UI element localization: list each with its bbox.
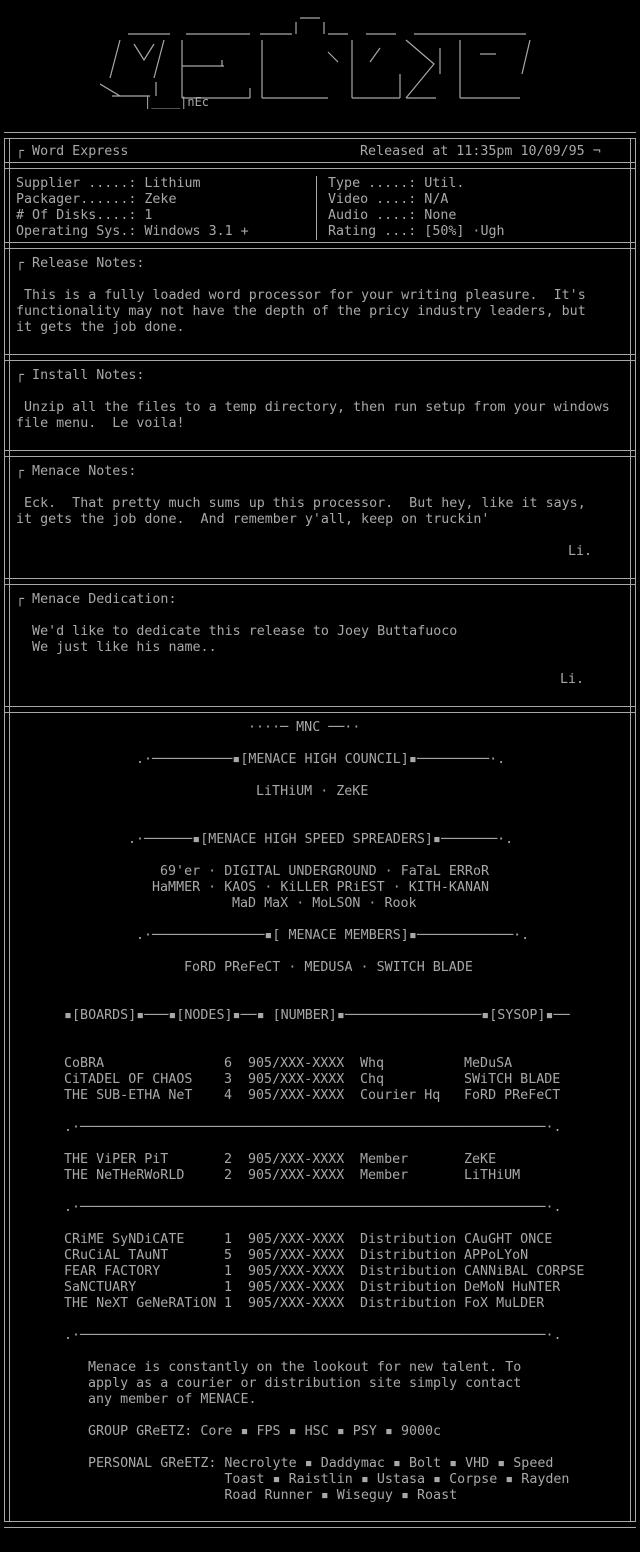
board-number: 905/XXX-XXXX bbox=[248, 1264, 345, 1279]
personal-greetz-line: Toast ▪ Raistlin ▪ Ustasa ▪ Corpse ▪ Rayden bbox=[88, 1472, 570, 1487]
board-sysop: CANNiBAL CORPSE bbox=[464, 1264, 585, 1279]
release-notes-line: functionality may not have the depth of the pricy industry leaders, but bbox=[16, 304, 586, 319]
recruit-line: Menace is constantly on the lookout for new talent. To bbox=[88, 1360, 522, 1375]
board-type: Chq bbox=[360, 1072, 385, 1087]
release-notes-heading: ┌ Release Notes: bbox=[16, 256, 145, 271]
section-divider bbox=[4, 242, 636, 249]
dedication-line: We'd like to dedicate this release to Joey Buttafuoco bbox=[16, 624, 458, 639]
info-supplier: Supplier .....: Lithium bbox=[16, 176, 201, 191]
board-nodes: 1 bbox=[224, 1296, 233, 1311]
boards-header: ▪[BOARDS]▪───▪[NODES]▪──▪ [NUMBER]▪─────────────────▪[SYSOP]▪── bbox=[64, 1008, 570, 1023]
spreaders-line: 69'er · DIGITAL UNDERGROUND · FaTaL ERRoR bbox=[160, 864, 489, 879]
board-nodes: 5 bbox=[224, 1248, 233, 1263]
members-list: FoRD PReFeCT · MEDUSA · SWITCH BLADE bbox=[184, 960, 473, 975]
info-os: Operating Sys.: Windows 3.1 + bbox=[16, 224, 249, 239]
personal-greetz-line: PERSONAL GReETZ: Necrolyte ▪ Daddymac ▪ Bolt ▪ VHD ▪ Speed bbox=[88, 1456, 554, 1471]
board-nodes: 2 bbox=[224, 1152, 233, 1167]
release-notes-line: This is a fully loaded word processor for your writing pleasure. It's bbox=[16, 288, 586, 303]
board-number: 905/XXX-XXXX bbox=[248, 1168, 345, 1183]
board-sysop: FoX MuLDER bbox=[464, 1296, 545, 1311]
board-nodes: 6 bbox=[224, 1056, 233, 1071]
dedication-heading: ┌ Menace Dedication: bbox=[16, 592, 177, 607]
menace-notes-line: Eck. That pretty much sums up this processor. But hey, like it says, bbox=[16, 496, 586, 511]
board-name: THE NeTHeRWoRLD bbox=[64, 1168, 185, 1183]
section-divider bbox=[4, 578, 636, 585]
info-disks: # Of Disks....: 1 bbox=[16, 208, 153, 223]
install-notes-line: Unzip all the files to a temp directory, then run setup from your windows bbox=[16, 400, 610, 415]
board-name: SaNCTUARY bbox=[64, 1280, 137, 1295]
board-sysop: ZeKE bbox=[464, 1152, 497, 1167]
board-name: CRuCiAL TAuNT bbox=[64, 1248, 169, 1263]
board-name: FEAR FACTORY bbox=[64, 1264, 161, 1279]
board-sysop: MeDuSA bbox=[464, 1056, 513, 1071]
menace-notes-line: it gets the job done. And remember y'all, keep on truckin' bbox=[16, 512, 490, 527]
dedication-signature: Li. bbox=[560, 672, 585, 687]
members-header: .·──────────────▪[ MENACE MEMBERS]▪────────────·. bbox=[136, 928, 530, 943]
spreaders-header: .·──────▪[MENACE HIGH SPEED SPREADERS]▪───────·. bbox=[128, 832, 514, 847]
board-number: 905/XXX-XXXX bbox=[248, 1296, 345, 1311]
frame-bottom-rule bbox=[4, 1521, 636, 1528]
board-name: CiTADEL OF CHAOS bbox=[64, 1072, 193, 1087]
section-divider bbox=[4, 354, 636, 361]
board-sysop: CAuGHT ONCE bbox=[464, 1232, 553, 1247]
recruit-line: any member of MENACE. bbox=[88, 1392, 257, 1407]
personal-greetz-line: Road Runner ▪ Wiseguy ▪ Roast bbox=[88, 1488, 458, 1503]
board-number: 905/XXX-XXXX bbox=[248, 1056, 345, 1071]
install-notes-line: file menu. Le voila! bbox=[16, 416, 185, 431]
board-number: 905/XXX-XXXX bbox=[248, 1072, 345, 1087]
board-number: 905/XXX-XXXX bbox=[248, 1232, 345, 1247]
info-packager: Packager......: Zeke bbox=[16, 192, 177, 207]
board-number: 905/XXX-XXXX bbox=[248, 1248, 345, 1263]
board-type: Courier Hq bbox=[360, 1088, 441, 1103]
menace-logo bbox=[100, 4, 540, 114]
board-number: 905/XXX-XXXX bbox=[248, 1280, 345, 1295]
spreaders-line: HaMMER · KAOS · KiLLER PRiEST · KITH-KANAN bbox=[152, 880, 490, 895]
release-date: Released at 11:35pm 10/09/95 ¬ bbox=[360, 144, 601, 159]
boards-divider: .·──────────────────────────────────────────────────────────·. bbox=[64, 1328, 562, 1343]
board-sysop: LiTHiUM bbox=[464, 1168, 521, 1183]
info-rating: Rating ...: [50%] ·Ugh bbox=[328, 224, 505, 239]
board-number: 905/XXX-XXXX bbox=[248, 1088, 345, 1103]
info-column-divider bbox=[316, 176, 317, 240]
info-video: Video ....: N/A bbox=[328, 192, 449, 207]
board-type: Member bbox=[360, 1152, 409, 1167]
council-members: LiTHiUM · ZeKE bbox=[256, 784, 369, 799]
board-nodes: 1 bbox=[224, 1232, 233, 1247]
frame-top-rule bbox=[4, 132, 636, 139]
board-sysop: FoRD PReFeCT bbox=[464, 1088, 561, 1103]
board-name: THE ViPER PiT bbox=[64, 1152, 169, 1167]
board-name: CoBRA bbox=[64, 1056, 105, 1071]
board-name: THE SUB-ETHA NeT bbox=[64, 1088, 193, 1103]
board-sysop: SWiTCH BLADE bbox=[464, 1072, 561, 1087]
board-type: Distribution bbox=[360, 1296, 457, 1311]
mnc-title: ····─ MNC ──·· bbox=[248, 720, 361, 735]
board-name: CRiME SyNDiCATE bbox=[64, 1232, 185, 1247]
dedication-line: We just like his name.. bbox=[16, 640, 217, 655]
spreaders-line: MaD MaX · MoLSON · Rook bbox=[232, 896, 417, 911]
board-nodes: 1 bbox=[224, 1280, 233, 1295]
board-type: Distribution bbox=[360, 1232, 457, 1247]
frame-left-border bbox=[4, 138, 10, 1522]
board-type: Distribution bbox=[360, 1264, 457, 1279]
board-type: Member bbox=[360, 1168, 409, 1183]
section-divider bbox=[4, 162, 636, 169]
section-divider bbox=[4, 706, 636, 713]
boards-divider: .·──────────────────────────────────────────────────────────·. bbox=[64, 1120, 562, 1135]
info-audio: Audio ....: None bbox=[328, 208, 457, 223]
release-title: ┌ Word Express bbox=[16, 144, 129, 159]
board-name: THE NeXT GeNeRATiON bbox=[64, 1296, 217, 1311]
group-greetz: GROUP GReETZ: Core ▪ FPS ▪ HSC ▪ PSY ▪ 9000c bbox=[88, 1424, 442, 1439]
board-type: Distribution bbox=[360, 1280, 457, 1295]
release-notes-line: it gets the job done. bbox=[16, 320, 185, 335]
frame-right-border bbox=[630, 138, 636, 1522]
board-nodes: 1 bbox=[224, 1264, 233, 1279]
section-divider bbox=[4, 450, 636, 457]
boards-divider: .·──────────────────────────────────────────────────────────·. bbox=[64, 1200, 562, 1215]
board-nodes: 3 bbox=[224, 1072, 233, 1087]
board-sysop: DeMoN HuNTER bbox=[464, 1280, 561, 1295]
board-type: Distribution bbox=[360, 1248, 457, 1263]
menace-notes-signature: Li. bbox=[568, 544, 593, 559]
board-nodes: 4 bbox=[224, 1088, 233, 1103]
logo-caption: |____|nEc bbox=[144, 95, 210, 109]
board-nodes: 2 bbox=[224, 1168, 233, 1183]
menace-notes-heading: ┌ Menace Notes: bbox=[16, 464, 137, 479]
install-notes-heading: ┌ Install Notes: bbox=[16, 368, 145, 383]
council-header: .·──────────▪[MENACE HIGH COUNCIL]▪─────────·. bbox=[136, 752, 506, 767]
board-type: Whq bbox=[360, 1056, 385, 1071]
board-number: 905/XXX-XXXX bbox=[248, 1152, 345, 1167]
info-type: Type .....: Util. bbox=[328, 176, 465, 191]
recruit-line: apply as a courier or distribution site simply contact bbox=[88, 1376, 522, 1391]
board-sysop: APPoLYoN bbox=[464, 1248, 529, 1263]
